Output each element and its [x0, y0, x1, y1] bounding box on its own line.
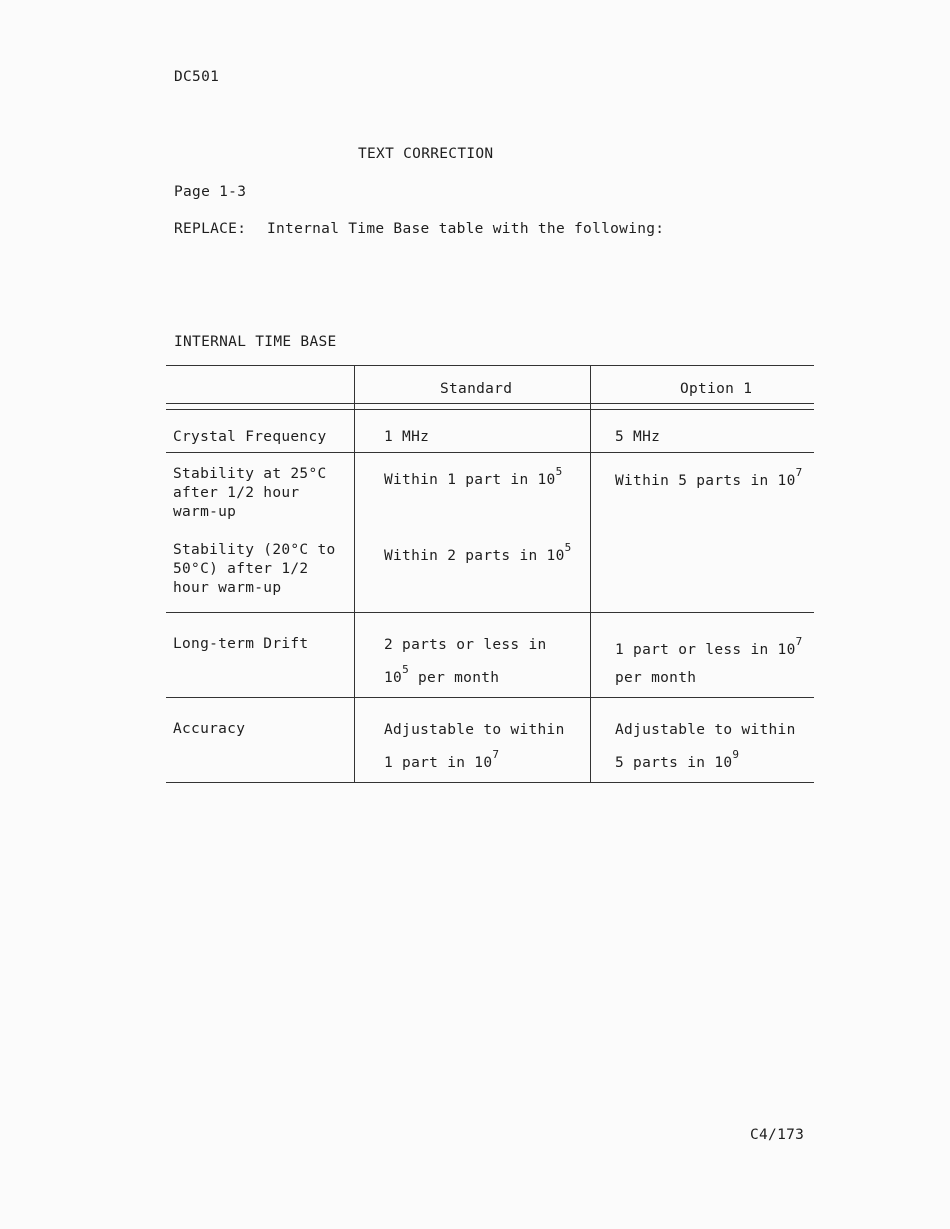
table-rule-header-2: [166, 409, 814, 410]
column-header-option-1: Option 1: [680, 381, 753, 397]
table-rule-header-1: [166, 403, 814, 404]
option-accuracy: [615, 716, 796, 777]
row-label-long-term-drift: Long-term Drift: [173, 636, 309, 652]
label-line: warm-up: [173, 504, 237, 520]
table-rule-top: [166, 365, 814, 366]
value-line: 2 parts or less in: [384, 637, 547, 653]
value-line: [615, 631, 803, 664]
value-text: 5 parts in 10: [615, 754, 733, 771]
value-line: [384, 744, 565, 777]
replace-label: REPLACE:: [174, 221, 247, 237]
label-line: Stability (20°C to: [173, 542, 336, 558]
column-header-standard: Standard: [440, 381, 513, 397]
page-title: TEXT CORRECTION: [358, 146, 494, 162]
table-rule-row-2: [166, 612, 814, 613]
exponent: 7: [795, 635, 803, 648]
document-id: DC501: [174, 69, 220, 85]
label-line: Stability at 25°C: [173, 466, 327, 482]
exponent: 7: [795, 466, 803, 479]
option-crystal-frequency: 5 MHz: [615, 429, 661, 445]
row-label-crystal-frequency: Crystal Frequency: [173, 429, 327, 445]
value-text: per month: [409, 669, 500, 686]
standard-stability-25c: [384, 465, 563, 490]
table-column-divider-1: [354, 365, 355, 783]
value-text: 1 part in 10: [384, 754, 493, 771]
exponent: 5: [402, 663, 409, 676]
value-text: Within 5 parts in 10: [615, 472, 796, 489]
value-text: Within 1 part in 10: [384, 471, 556, 488]
label-line: after 1/2 hour: [173, 485, 300, 501]
table-rule-row-3: [166, 697, 814, 698]
value-line: Adjustable to within: [384, 722, 565, 738]
standard-accuracy: [384, 716, 565, 777]
table-column-divider-2: [590, 365, 591, 783]
value-line: [615, 744, 796, 777]
value-base: 10: [384, 669, 403, 686]
table-rule-bottom: [166, 782, 814, 783]
row-label-stability-25c: [173, 465, 327, 522]
option-stability-25c: [615, 466, 803, 491]
option-long-term-drift: [615, 631, 803, 692]
row-label-stability-range: [173, 541, 336, 598]
exponent: 5: [564, 541, 572, 554]
standard-crystal-frequency: 1 MHz: [384, 429, 430, 445]
page-code: C4/173: [750, 1127, 805, 1143]
exponent: 7: [492, 748, 500, 761]
value-text: 1 part or less in 10: [615, 641, 796, 658]
page-reference: Page 1-3: [174, 184, 247, 200]
exponent: 9: [732, 748, 740, 761]
standard-stability-range: [384, 541, 572, 566]
label-line: 50°C) after 1/2: [173, 561, 309, 577]
standard-long-term-drift: [384, 631, 547, 692]
table-title: INTERNAL TIME BASE: [174, 334, 337, 350]
replace-instruction: Internal Time Base table with the following:: [267, 221, 665, 237]
row-label-accuracy: Accuracy: [173, 721, 246, 737]
value-line: per month: [615, 669, 697, 686]
value-line: Adjustable to within: [615, 722, 796, 738]
exponent: 5: [555, 465, 563, 478]
value-text: Within 2 parts in 10: [384, 547, 565, 564]
table-rule-row-1: [166, 452, 814, 453]
value-line: [384, 659, 547, 692]
label-line: hour warm-up: [173, 580, 282, 596]
